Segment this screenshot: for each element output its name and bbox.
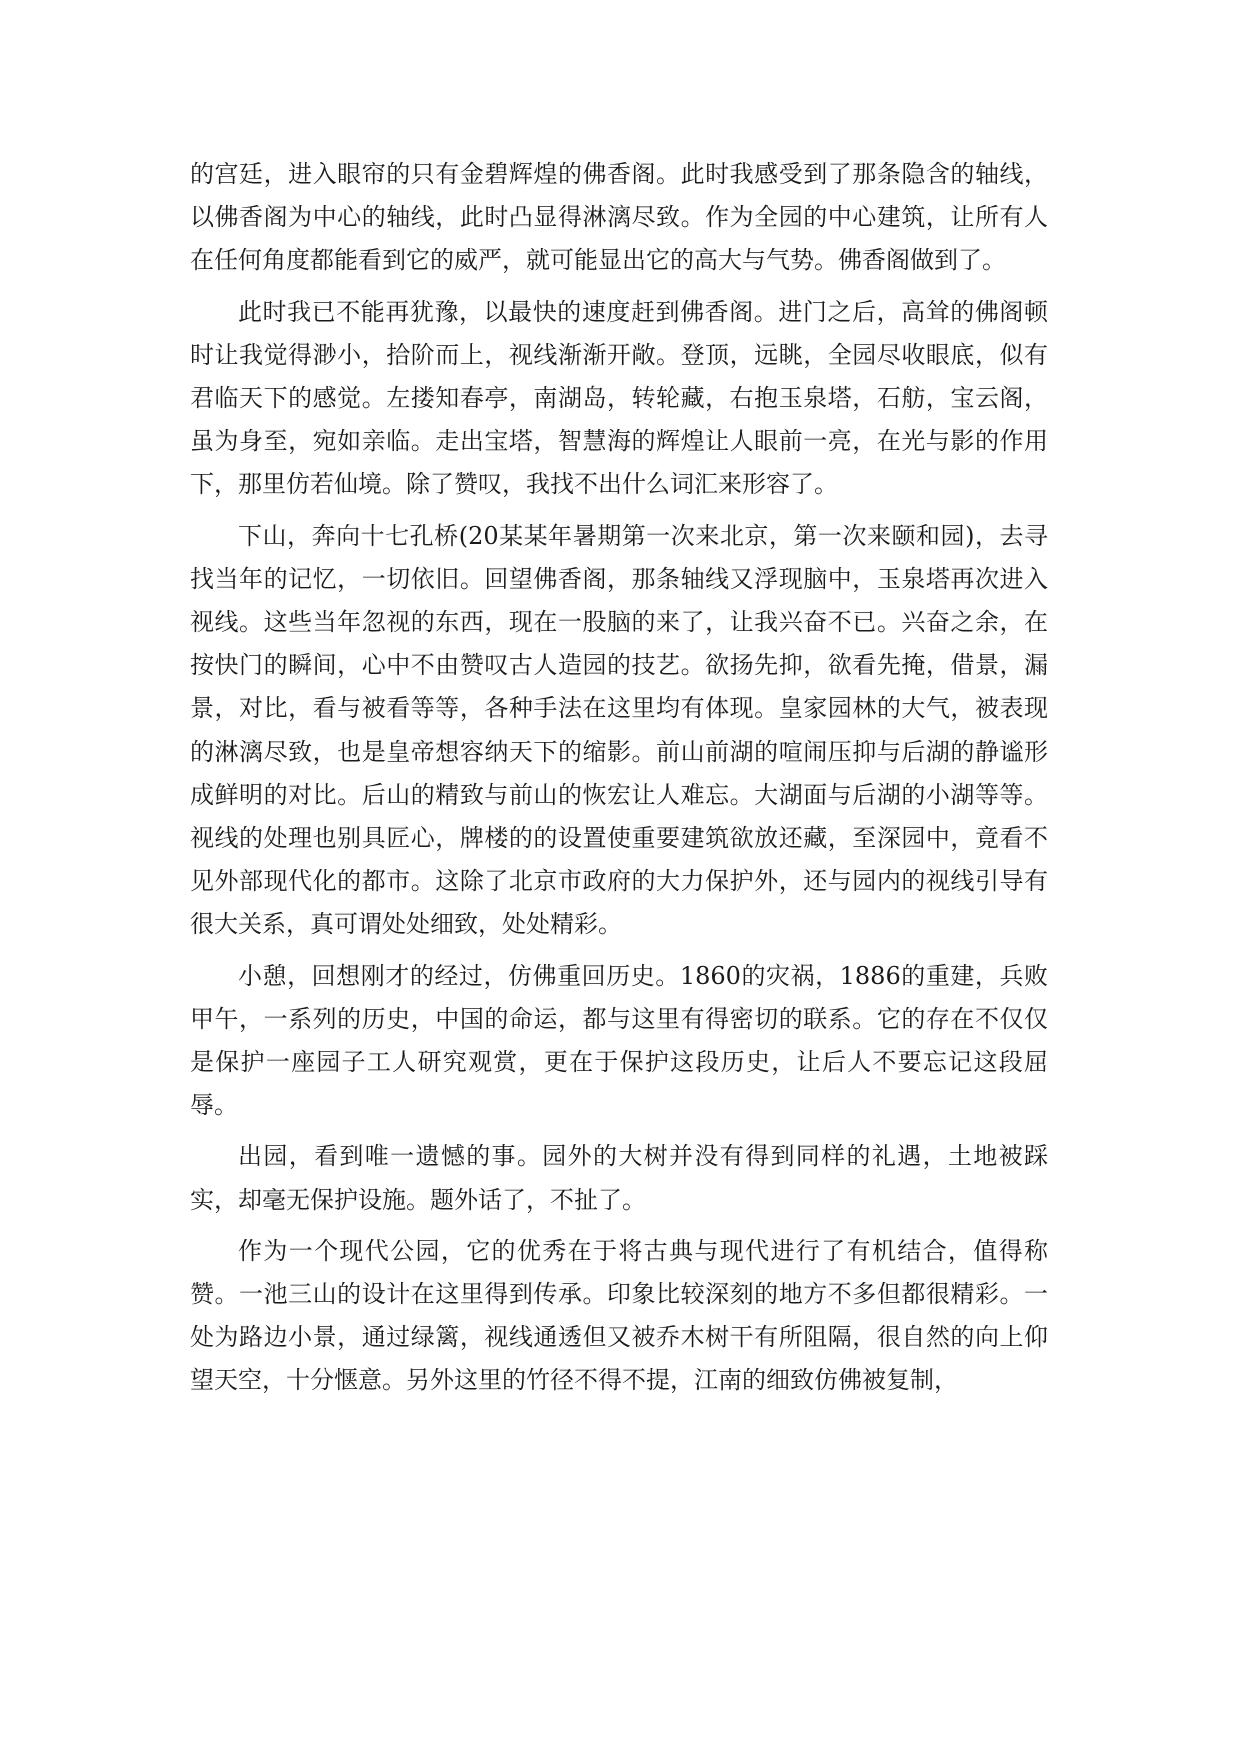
paragraph-5: 出园，看到唯一遗憾的事。园外的大树并没有得到同样的礼遇，土地被踩实，却毫无保护设施。题外话了，不扯了。 <box>190 1142 1048 1214</box>
paragraph-3: 下山，奔向十七孔桥(20某某年暑期第一次来北京，第一次来颐和园)，去寻找当年的记忆，一切依旧。回望佛香阁，那条轴线又浮现脑中，玉泉塔再次进入视线。这些当年忽视的东西，现在一股脑的来了，让我兴奋不已。兴奋之余，在按快门的瞬间，心中不由赞叹古人造园的技艺。欲扬先抑，欲看先掩，借景，漏景，对比，看与被看等等，各种手法在这里均有体现。皇家园林的大气，被表现的淋漓尽致，也是皇帝想容纳天下的缩影。前山前湖的喧闹压抑与后湖的静谧形成鲜明的对比。后山的精致与前山的恢宏让人难忘。大湖面与后湖的小湖等等。视线的处理也别具匠心，牌楼的的设置使重要建筑欲放还藏，至深园中，竟看不见外部现代化的都市。这除了北京市政府的大力保护外，还与园内的视线引导有很大关系，真可谓处处细致，处处精彩。 <box>190 521 1048 939</box>
paragraph-2: 此时我已不能再犹豫，以最快的速度赶到佛香阁。进门之后，高耸的佛阁顿时让我觉得渺小，拾阶而上，视线渐渐开敞。登顶，远眺，全园尽收眼底，似有君临天下的感觉。左搂知春亭，南湖岛，转轮藏，右抱玉泉塔，石舫，宝云阁，虽为身至，宛如亲临。走出宝塔，智慧海的辉煌让人眼前一亮，在光与影的作用下，那里仿若仙境。除了赞叹，我找不出什么词汇来形容了。 <box>190 297 1048 499</box>
paragraph-1: 的宫廷，进入眼帘的只有金碧辉煌的佛香阁。此时我感受到了那条隐含的轴线，以佛香阁为中心的轴线，此时凸显得淋漓尽致。作为全园的中心建筑，让所有人在任何角度都能看到它的威严，就可能显出它的高大与气势。佛香阁做到了。 <box>190 160 1048 275</box>
document-body <box>190 153 1048 1411</box>
paragraph-4: 小憩，回想刚才的经过，仿佛重回历史。1860的灾祸，1886的重建，兵败甲午，一系列的历史，中国的命运，都与这里有得密切的联系。它的存在不仅仅是保护一座园子工人研究观赏，更在于保护这段历史，让后人不要忘记这段屈辱。 <box>190 961 1048 1120</box>
paragraph-6: 作为一个现代公园，它的优秀在于将古典与现代进行了有机结合，值得称赞。一池三山的设计在这里得到传承。印象比较深刻的地方不多但都很精彩。一处为路边小景，通过绿篱，视线通透但又被乔木树干有所阻隔，很自然的向上仰望天空，十分惬意。另外这里的竹径不得不提，江南的细致仿佛被复制， <box>190 1236 1048 1395</box>
